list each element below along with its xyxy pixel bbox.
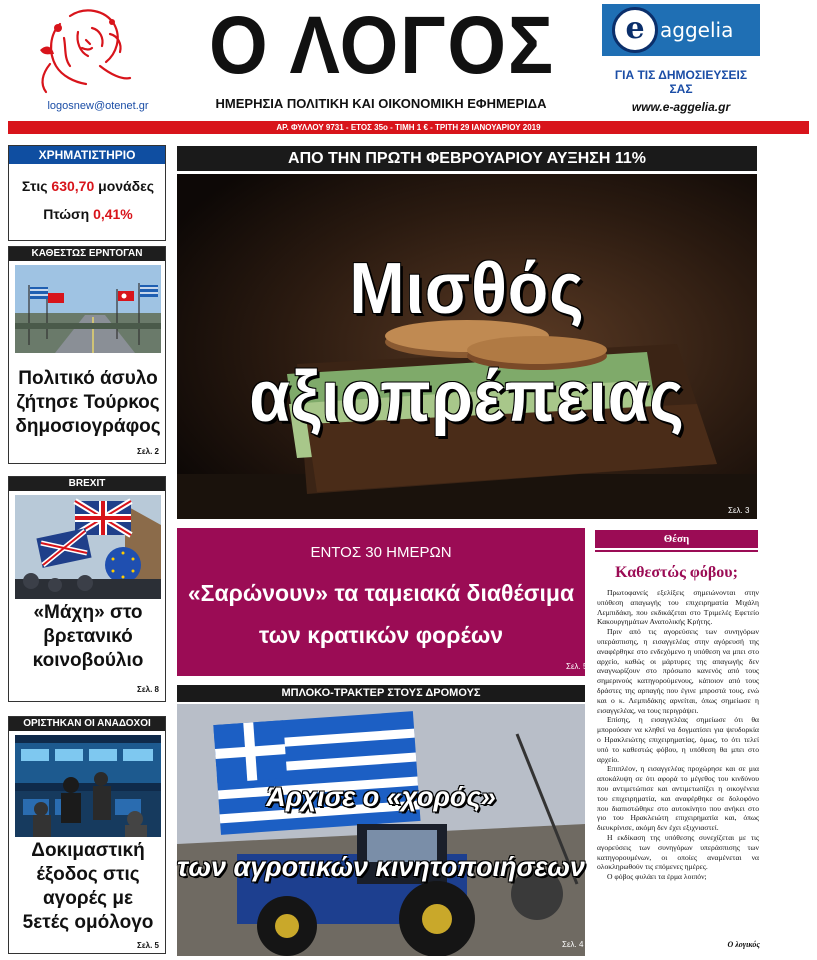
headline-line: «Μάχη» στο bbox=[33, 602, 143, 623]
story-headline[interactable] bbox=[11, 601, 165, 673]
story-kicker: BREXIT bbox=[9, 477, 165, 491]
headline-line: Πολιτικό άσυλο bbox=[18, 368, 158, 389]
editorial-signature: Ο λογικός bbox=[727, 940, 760, 949]
border-flags-photo bbox=[15, 265, 161, 353]
page-ref: Σελ. 4 bbox=[562, 940, 584, 949]
editorial-paragraph: Η εκδίκαση της υπόθεσης συνεχίζεται με τις αγορεύσεις των συνηγόρων υπεράσπισης των κατηγορουμένων, οι οποίες αναμένεται να ολοκληρωθούν τις επόμενες ημέρες. bbox=[597, 832, 759, 872]
farmers-headline-line1[interactable]: Άρχισε ο «χορός» bbox=[266, 782, 496, 812]
stock-market-box bbox=[8, 145, 166, 241]
story-headline[interactable] bbox=[11, 839, 165, 935]
editorial-title[interactable]: Καθεστώς φόβου; bbox=[615, 564, 738, 581]
stock-market-header: ΧΡΗΜΑΤΙΣΤΗΡΙΟ bbox=[9, 146, 165, 164]
stock-change-prefix: Πτώση bbox=[43, 206, 90, 222]
page-ref: Σελ. 8 bbox=[137, 685, 159, 694]
newspaper-title: Ο ΛΟΓΟΣ bbox=[208, 0, 555, 91]
hero-headline-line1[interactable]: Μισθός bbox=[349, 249, 585, 329]
newspaper-subtitle: ΗΜΕΡΗΣΙΑ ΠΟΛΙΤΙΚΗ ΚΑΙ ΟΙΚΟΝΟΜΙΚΗ ΕΦΗΜΕΡΙΔΑ bbox=[215, 96, 547, 111]
ad-url-link[interactable]: www.e-aggelia.gr bbox=[631, 100, 731, 114]
farmers-kicker-banner: ΜΠΛΟΚΟ-ΤΡΑΚΤΕΡ ΣΤΟΥΣ ΔΡΟΜΟΥΣ bbox=[177, 685, 585, 702]
headline-line: Δοκιμαστική bbox=[31, 840, 145, 861]
stock-change-value: 0,41% bbox=[93, 206, 133, 222]
stock-change-line bbox=[9, 206, 167, 222]
funds-story-kicker: ΕΝΤΟΣ 30 ΗΜΕΡΩΝ bbox=[310, 544, 452, 561]
hero-headline-line2[interactable]: αξιοπρέπειας bbox=[249, 357, 685, 437]
eaggelia-e-logo-icon: e bbox=[612, 7, 658, 53]
story-kicker: ΚΑΘΕΣΤΩΣ ΕΡΝΤΟΓΑΝ bbox=[9, 247, 165, 261]
editorial-paragraph: Πρωτοφανείς εξελίξεις σημειώνονται στην υπόθεση απαγωγής του επιχειρηματία Μιχάλη Λεμπιδάκη, που εκδικάζεται στο Τριμελές Εφετείο Κακουργημάτων Ανατολικής Κρήτης. bbox=[597, 588, 759, 627]
headline-line: κοινοβούλιο bbox=[32, 650, 144, 671]
editorial-header: Θέση bbox=[595, 530, 758, 548]
funds-headline-line1[interactable]: «Σαρώνουν» τα ταμειακά διαθέσιμα bbox=[187, 580, 575, 606]
editorial-paragraph: Επίσης, η εισαγγελέας σημείωσε ότι θα μπορούσαν να κληθεί να δογματίσει για ψευδορκία ο Ηρακλειώτης επιχειρηματίας, όμως, το ότι τελεί υπό το καθεστώς φόβου, η υπόθεση θα μπει στο αρχείο. bbox=[597, 715, 759, 764]
issue-info-bar: ΑΡ. ΦΥΛΛΟΥ 9731 - ΕΤΟΣ 35ο - ΤΙΜΗ 1 € - ΤΡΙΤΗ 29 ΙΑΝΟΥΑΡΙΟΥ 2019 bbox=[8, 121, 809, 134]
editorial-body bbox=[597, 588, 759, 882]
wallet-money-photo bbox=[177, 174, 757, 519]
headline-line: έξοδος στις bbox=[36, 864, 140, 885]
page-ref: Σελ. 2 bbox=[137, 447, 159, 456]
email-link[interactable]: logosnew@otenet.gr bbox=[47, 100, 149, 112]
faces-logo-icon bbox=[30, 4, 135, 96]
story-headline[interactable] bbox=[11, 367, 165, 439]
headline-line: 5ετές ομόλογο bbox=[22, 912, 154, 933]
stock-index-suffix: μονάδες bbox=[98, 178, 155, 194]
headline-line: ζήτησε Τούρκος bbox=[16, 392, 160, 413]
page-ref: Σελ. 5 bbox=[566, 662, 588, 671]
editorial-paragraph: Επιπλέον, η εισαγγελέας προχώρησε και σε μια αποκάλυψη σε ότι αφορά το μέγεθος του κινδύνου που αντιμετώπισε και αντιμετωπίζει η οικογένεια του επιχειρηματία, και αναφέρθηκε σε δολοφόνο που διαπιστώθηκε στο αυτοκίνητο που ανήκει στο γιο του Ηρακλειώτη επιχειρηματία και, όπως διευκρίνισε, ακόμη δεν έχει εξιχνιαστεί. bbox=[597, 764, 759, 833]
editorial-paragraph: Πριν από τις αγορεύσεις των συνηγόρων υπεράσπισης, η εισαγγελέας στην αγόρευσή της αναφέρθηκε στο ενδεχόμενο η υπόθεση να μπει στο αρχείο, καθώς οι μάρτυρες της απαγωγής δεν αναγνωρίζουν στο πρόσωπο κανενός από τους σημερινούς κατηγορούμενους, κάποιον από τους δράστες της αρπαγής που έγινε μπροστά τους, ενώ και ο κ. Λεμπιδάκης αρνείται, όπως σημείωσε η εισαγγελέας, να τους περιγράψει. bbox=[597, 627, 759, 715]
story-bond-issue[interactable] bbox=[8, 716, 166, 954]
story-turkish-journalist[interactable] bbox=[8, 246, 166, 464]
story-kicker: ΟΡΙΣΤΗΚΑΝ ΟΙ ΑΝΑΔΟΧΟΙ bbox=[9, 717, 165, 731]
stock-index-value: 630,70 bbox=[51, 178, 95, 194]
headline-line: αγορές με bbox=[43, 888, 133, 909]
page-ref: Σελ. 5 bbox=[137, 941, 159, 950]
page-ref: Σελ. 3 bbox=[728, 506, 750, 515]
trading-room-photo bbox=[15, 735, 161, 837]
brexit-protest-photo bbox=[15, 495, 161, 599]
farmers-headline-line2[interactable]: των αγροτικών κινητοποιήσεων bbox=[177, 852, 585, 882]
headline-line: δημοσιογράφος bbox=[15, 416, 161, 437]
editorial-paragraph: Ο φόβος φυλάει τα έρμα λοιπόν; bbox=[607, 872, 707, 882]
stock-index-line bbox=[9, 178, 167, 194]
eaggelia-brand: aggelia bbox=[660, 18, 734, 42]
hero-kicker-banner: ΑΠΟ ΤΗΝ ΠΡΩΤΗ ΦΕΒΡΟΥΑΡΙΟΥ ΑΥΞΗΣΗ 11% bbox=[177, 146, 757, 171]
stock-index-prefix: Στις bbox=[21, 178, 48, 194]
ad-tagline: ΓΙΑ ΤΙΣ ΔΗΜΟΣΙΕΥΣΕΙΣ ΣΑΣ bbox=[614, 68, 748, 96]
headline-line: βρετανικό bbox=[43, 626, 133, 647]
editorial-divider bbox=[595, 550, 758, 552]
story-brexit[interactable] bbox=[8, 476, 166, 702]
funds-headline-line2[interactable]: των κρατικών φορέων bbox=[258, 622, 504, 648]
tractor-protest-photo bbox=[177, 704, 585, 956]
